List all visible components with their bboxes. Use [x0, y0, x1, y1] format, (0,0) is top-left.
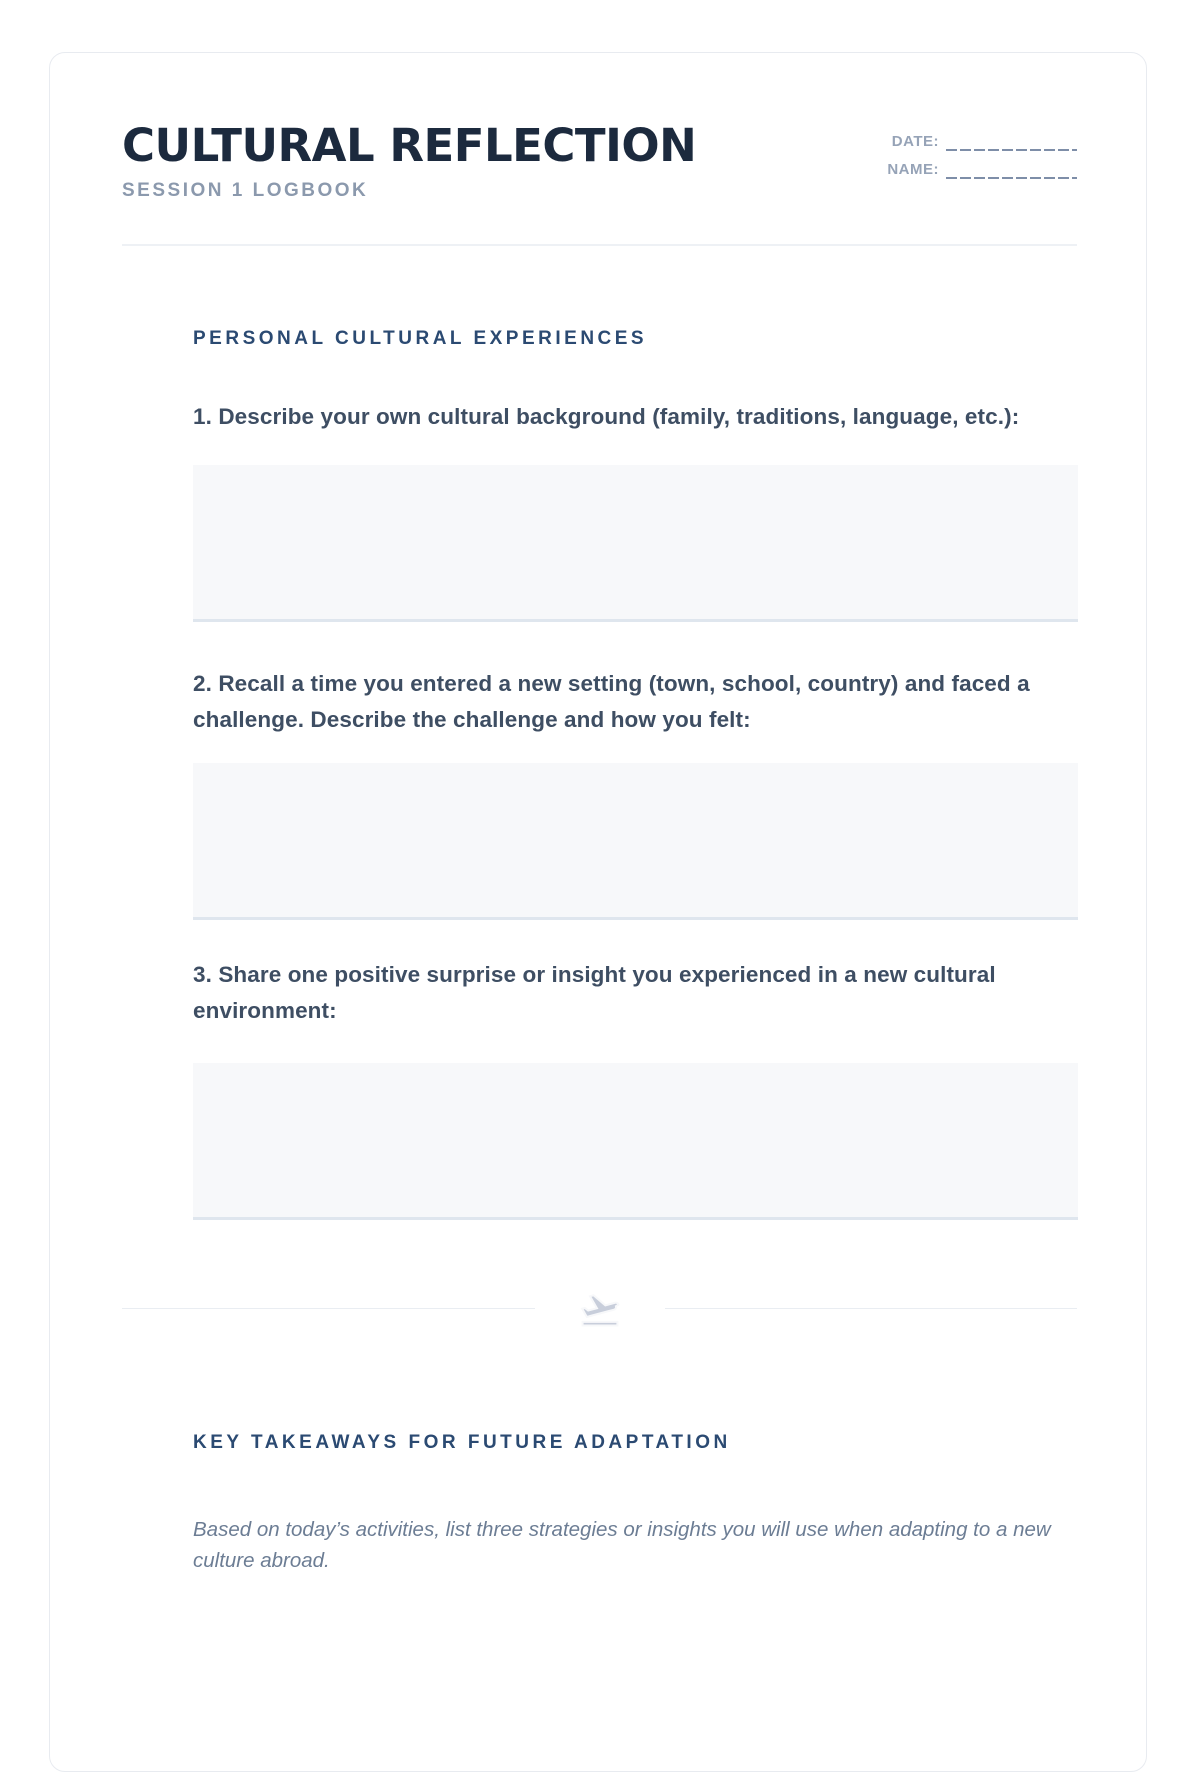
- section-heading-experiences: PERSONAL CULTURAL EXPERIENCES: [193, 327, 648, 349]
- page-title: CULTURAL REFLECTION: [122, 119, 697, 172]
- section-heading-takeaways: KEY TAKEAWAYS FOR FUTURE ADAPTATION: [193, 1431, 731, 1453]
- title-block: [122, 121, 696, 202]
- header-divider: [122, 244, 1077, 246]
- date-fill-line[interactable]: [946, 137, 1077, 151]
- header: [122, 121, 1077, 202]
- page-subtitle: SESSION 1 LOGBOOK: [122, 179, 369, 201]
- question-2-label: 2. Recall a time you entered a new setting (town, school, country) and faced a challenge. Describe the challenge and how you felt:: [193, 670, 1030, 732]
- name-fill-line[interactable]: [946, 165, 1077, 179]
- instruction-note: Based on today’s activities, list three strategies or insights you will use when adapting to a new culture abroad.: [193, 1517, 1051, 1572]
- meta-block: [887, 134, 1077, 179]
- name-label: NAME:: [887, 161, 939, 178]
- date-field: [887, 134, 1077, 151]
- answer-box-1[interactable]: [193, 465, 1078, 622]
- answer-box-3[interactable]: [193, 1063, 1078, 1220]
- date-label: DATE:: [891, 133, 939, 150]
- flight-takeoff-icon: [535, 1287, 665, 1331]
- answer-box-2[interactable]: [193, 763, 1078, 920]
- question-3-label: 3. Share one positive surprise or insight you experienced in a new cultural environment:: [193, 961, 996, 1023]
- name-field: [887, 162, 1077, 179]
- section-divider: [122, 1280, 1077, 1338]
- question-1-label: 1. Describe your own cultural background (family, traditions, language, etc.):: [193, 403, 1020, 429]
- divider-line-left: [122, 1308, 535, 1310]
- worksheet-card: [49, 52, 1147, 1772]
- divider-line-right: [665, 1308, 1078, 1310]
